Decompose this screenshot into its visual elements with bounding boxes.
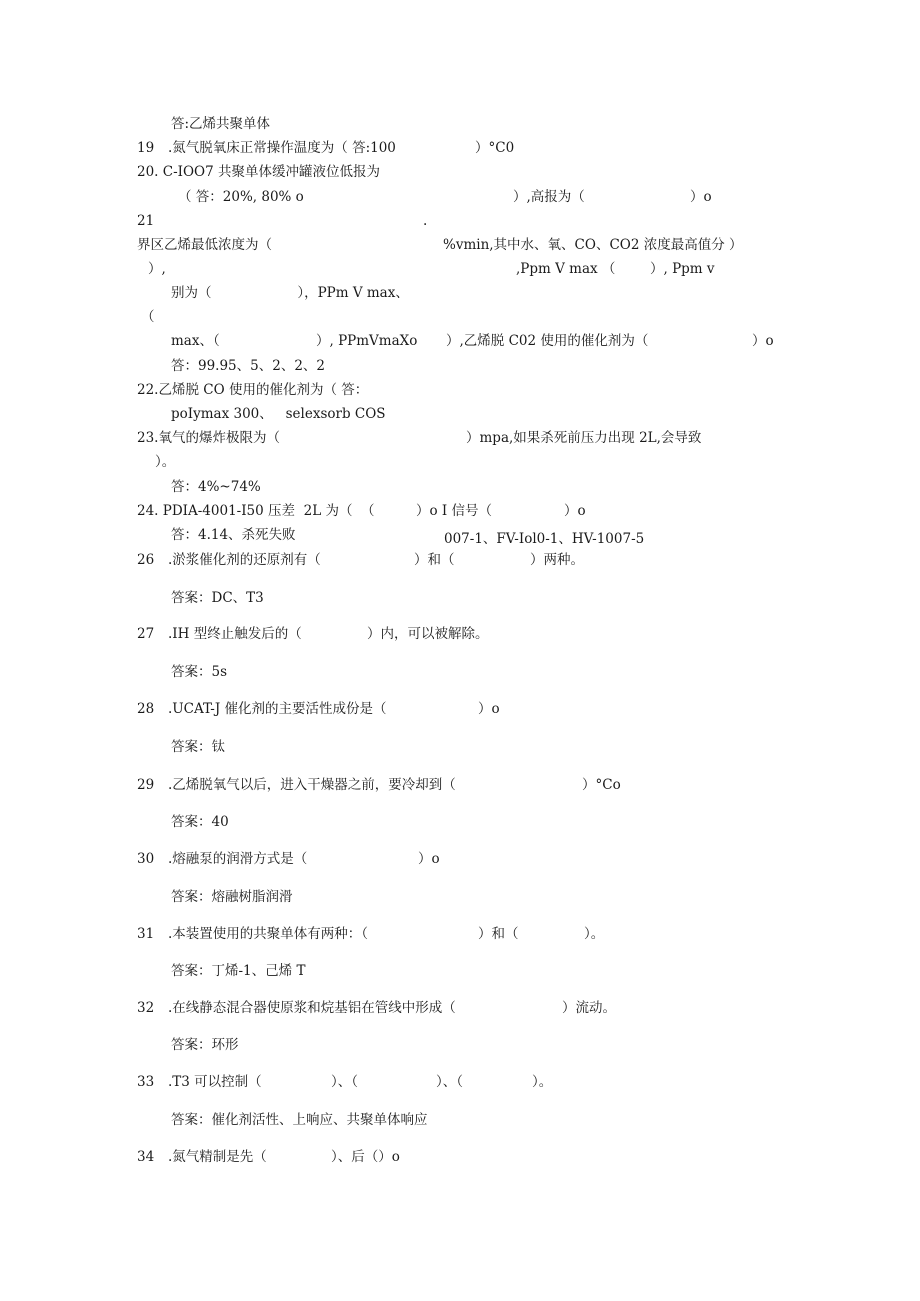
q31-text-c: ）。 xyxy=(584,926,605,942)
q26-answer: 答案：DC、T3 xyxy=(171,590,264,606)
q31-text-b: ）和（ xyxy=(478,926,519,942)
q21-dot: . xyxy=(423,213,428,229)
q30-number: 30 xyxy=(137,851,155,867)
q23-answer: 答：4%~74% xyxy=(171,479,261,495)
q27-answer: 答案：5s xyxy=(171,664,228,680)
q26-number: 26 xyxy=(137,552,155,568)
q27-number: 27 xyxy=(137,626,155,642)
q21-text-h: max、（ xyxy=(171,333,220,349)
q24-answer: 答：4.14、杀死失败 xyxy=(171,527,296,543)
q31-text-a: .本装置使用的共聚单体有两种：（ xyxy=(168,926,369,942)
q26-text-a: .淤浆催化剂的还原剂有（ xyxy=(168,552,321,568)
q27-text-b: ）内，可以被解除。 xyxy=(367,626,489,642)
q21-text-g: （ xyxy=(141,309,155,325)
q29-text-b: ）°Co xyxy=(582,777,621,793)
q30-answer: 答案：熔融树脂润滑 xyxy=(171,889,293,905)
q28-answer: 答案：钛 xyxy=(171,739,225,755)
q21-text-d: ,Ppm V max （ xyxy=(516,261,616,277)
q19-number: 19 xyxy=(137,140,155,156)
q34-text-b: ）、后（）o xyxy=(331,1149,400,1165)
q21-answer: 答：99.95、5、2、2、2 xyxy=(171,358,326,374)
q21-text-i: ）, PPmVmaXo xyxy=(316,333,418,349)
q31-answer: 答案：丁烯-1、己烯 T xyxy=(171,963,306,979)
q28-text-a: .UCAT-J 催化剂的主要活性成份是（ xyxy=(168,701,387,717)
q33-text-d: ）。 xyxy=(532,1074,553,1090)
q20-text-c: ）o xyxy=(690,189,712,205)
q34-number: 34 xyxy=(137,1149,155,1165)
q27-text-a: .IH 型终止触发后的（ xyxy=(168,626,302,642)
q29-text-a: .乙烯脱氧气以后，进入干燥器之前，要冷却到（ xyxy=(168,777,456,793)
q28-number: 28 xyxy=(137,701,155,717)
q33-text-b: ）、（ xyxy=(331,1074,358,1090)
q31-number: 31 xyxy=(137,926,155,942)
q21-text-j: ）,乙烯脱 C02 使用的催化剂为（ xyxy=(446,333,649,349)
q32-text-a: .在线静态混合器使原浆和烷基铝在管线中形成（ xyxy=(168,1000,456,1016)
q21-text-b: %vmin,其中水、氧、CO、CO2 浓度最高值分 ） xyxy=(443,237,743,253)
q23-text-a: 23.氧气的爆炸极限为（ xyxy=(137,430,280,446)
q20-text: 20. C-IOO7 共聚单体缓冲罐液位低报为 xyxy=(137,164,380,180)
q21-text-e: ）, Ppm v xyxy=(650,261,715,277)
q30-text-b: ）o xyxy=(418,851,440,867)
q23-text-b: ）mpa,如果杀死前压力出现 2L,会导致 xyxy=(466,430,702,446)
q33-text-c: ）、（ xyxy=(436,1074,463,1090)
q28-text-b: ）o xyxy=(478,701,500,717)
q32-number: 32 xyxy=(137,1000,155,1016)
q24-text-a: 24. PDIA-4001-I50 压差 2L 为（ （ xyxy=(137,503,375,519)
q22-answer: poIymax 300、 selexsorb COS xyxy=(171,406,386,422)
q21-text-f: 别为（ ），PPm V max、 xyxy=(171,285,409,301)
q26-text-c: ）两种。 xyxy=(530,552,584,568)
q20-text-b: ）,高报为（ xyxy=(513,189,585,205)
q30-text-a: .熔融泵的润滑方式是（ xyxy=(168,851,308,867)
q19-unit: ）°C0 xyxy=(475,140,515,156)
q26-text-b: ）和（ xyxy=(414,552,455,568)
q29-answer: 答案：40 xyxy=(171,814,229,830)
q21-text-a: 界区乙烯最低浓度为（ xyxy=(137,237,272,253)
q23-text-c: ）。 xyxy=(155,454,176,470)
q25-fragment: 007-1、FV-Iol0-1、HV-1007-5 xyxy=(444,531,645,547)
q24-text-c: ）o xyxy=(564,503,586,519)
q32-answer: 答案：环形 xyxy=(171,1037,239,1053)
q21-text-c: ）, xyxy=(148,261,166,277)
answer-18: 答:乙烯共聚单体 xyxy=(171,116,271,132)
q21-text-k: ）o xyxy=(752,333,774,349)
q29-number: 29 xyxy=(137,777,155,793)
q20-answer: （ 答：20%, 80% o xyxy=(178,189,304,205)
q21-number: 21 xyxy=(137,213,155,229)
q32-text-b: ）流动。 xyxy=(562,1000,616,1016)
q33-text-a: .T3 可以控制（ xyxy=(168,1074,262,1090)
q24-text-b: ）o I 信号（ xyxy=(416,503,493,519)
q19-text: .氮气脱氧床正常操作温度为（ 答:100 xyxy=(168,140,396,156)
q22-text: 22.乙烯脱 CO 使用的催化剂为（ 答： xyxy=(137,382,369,398)
q34-text-a: .氮气精制是先（ xyxy=(168,1149,267,1165)
q33-number: 33 xyxy=(137,1074,155,1090)
q33-answer: 答案：催化剂活性、上响应、共聚单体响应 xyxy=(171,1112,428,1128)
